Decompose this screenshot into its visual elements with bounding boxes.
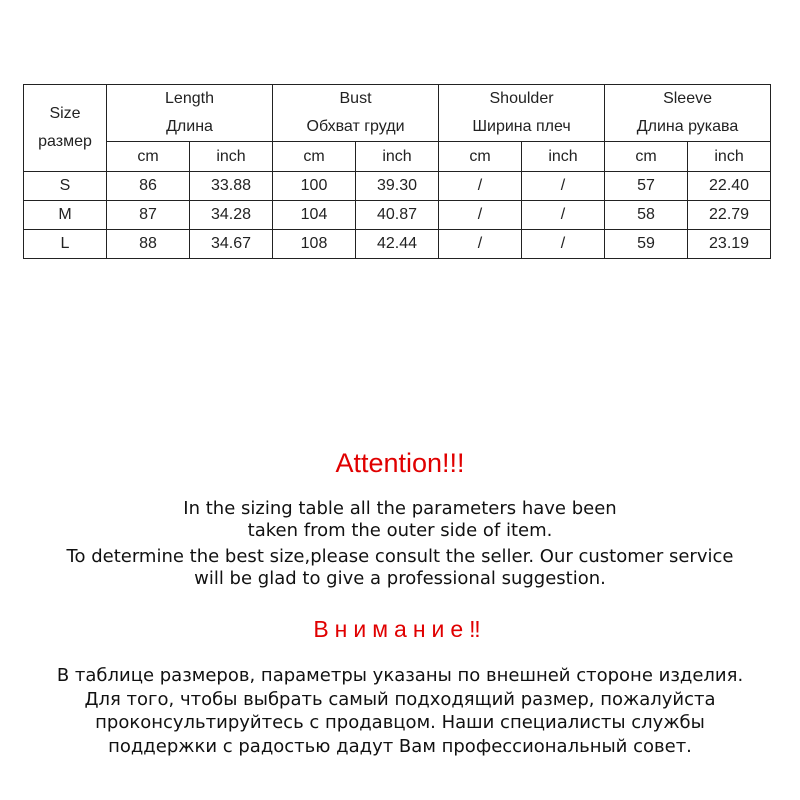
notice-ru-line: Для того, чтобы выбрать самый подходящий размер, пожалуйста xyxy=(84,688,716,710)
size-header-en: Size xyxy=(49,105,81,122)
length-header-en: Length xyxy=(165,90,214,107)
bust-header-en: Bust xyxy=(339,90,372,107)
unit-cell: inch xyxy=(522,142,605,172)
notice-ru-line: поддержки с радостью дадут Вам профессиональный совет. xyxy=(108,735,692,757)
unit-cell: inch xyxy=(190,142,273,172)
shoulder-cm-cell: / xyxy=(439,172,522,201)
unit-cell: inch xyxy=(356,142,439,172)
length-cm-cell: 87 xyxy=(107,201,190,230)
attention-heading-en: Attention!!! xyxy=(335,448,465,478)
size-header-cell xyxy=(24,85,107,172)
sleeve-inch-cell: 22.40 xyxy=(688,172,771,201)
notice-text-ru xyxy=(0,664,800,758)
bust-cm-cell: 108 xyxy=(273,230,356,259)
size-cell: L xyxy=(24,230,107,259)
unit-cell: cm xyxy=(605,142,688,172)
bust-header-ru: Обхват груди xyxy=(306,118,405,135)
shoulder-cm-cell: / xyxy=(439,230,522,259)
notice-en-line: In the sizing table all the parameters have been xyxy=(183,498,617,519)
unit-cell: cm xyxy=(273,142,356,172)
notice-en-line: will be glad to give a professional suggestion. xyxy=(194,568,606,589)
shoulder-cm-cell: / xyxy=(439,201,522,230)
shoulder-inch-cell: / xyxy=(522,201,605,230)
size-cell: M xyxy=(24,201,107,230)
unit-cell: cm xyxy=(107,142,190,172)
length-header-cell xyxy=(107,85,273,142)
sleeve-header-en: Sleeve xyxy=(663,90,712,107)
shoulder-header-en: Shoulder xyxy=(489,90,554,107)
notice-text-en xyxy=(0,498,800,590)
length-cm-cell: 86 xyxy=(107,172,190,201)
notice-en-line: To determine the best size,please consult the seller. Our customer service xyxy=(66,546,734,567)
table-row-m xyxy=(24,201,771,230)
shoulder-header-ru: Ширина плеч xyxy=(472,118,571,135)
sleeve-inch-cell: 22.79 xyxy=(688,201,771,230)
size-table xyxy=(23,84,771,259)
bust-header-cell xyxy=(273,85,439,142)
unit-cell: inch xyxy=(688,142,771,172)
table-header-row xyxy=(24,85,771,142)
sleeve-cm-cell: 58 xyxy=(605,201,688,230)
sleeve-cm-cell: 59 xyxy=(605,230,688,259)
table-row-l xyxy=(24,230,771,259)
units-row xyxy=(24,142,771,172)
bust-inch-cell: 40.87 xyxy=(356,201,439,230)
table-row-s xyxy=(24,172,771,201)
notice-ru-line: проконсультируйтесь с продавцом. Наши специалисты службы xyxy=(95,712,705,733)
sleeve-cm-cell: 57 xyxy=(605,172,688,201)
length-inch-cell: 33.88 xyxy=(190,172,273,201)
length-header-ru: Длина xyxy=(166,118,213,135)
unit-cell: cm xyxy=(439,142,522,172)
bust-cm-cell: 100 xyxy=(273,172,356,201)
notice-ru-line: В таблице размеров, параметры указаны по внешней стороне изделия. xyxy=(56,665,744,686)
sleeve-inch-cell: 23.19 xyxy=(688,230,771,259)
bust-inch-cell: 42.44 xyxy=(356,230,439,259)
shoulder-inch-cell: / xyxy=(522,172,605,201)
shoulder-inch-cell: / xyxy=(522,230,605,259)
size-cell: S xyxy=(24,172,107,201)
sleeve-header-cell xyxy=(605,85,771,142)
size-header-ru: размер xyxy=(38,133,92,150)
notice-en-line: taken from the outer side of item. xyxy=(247,520,553,541)
length-cm-cell: 88 xyxy=(107,230,190,259)
length-inch-cell: 34.28 xyxy=(190,201,273,230)
length-inch-cell: 34.67 xyxy=(190,230,273,259)
attention-heading-ru: Внимание‼ xyxy=(313,616,487,642)
shoulder-header-cell xyxy=(439,85,605,142)
bust-inch-cell: 39.30 xyxy=(356,172,439,201)
sleeve-header-ru: Длина рукава xyxy=(636,118,739,135)
bust-cm-cell: 104 xyxy=(273,201,356,230)
